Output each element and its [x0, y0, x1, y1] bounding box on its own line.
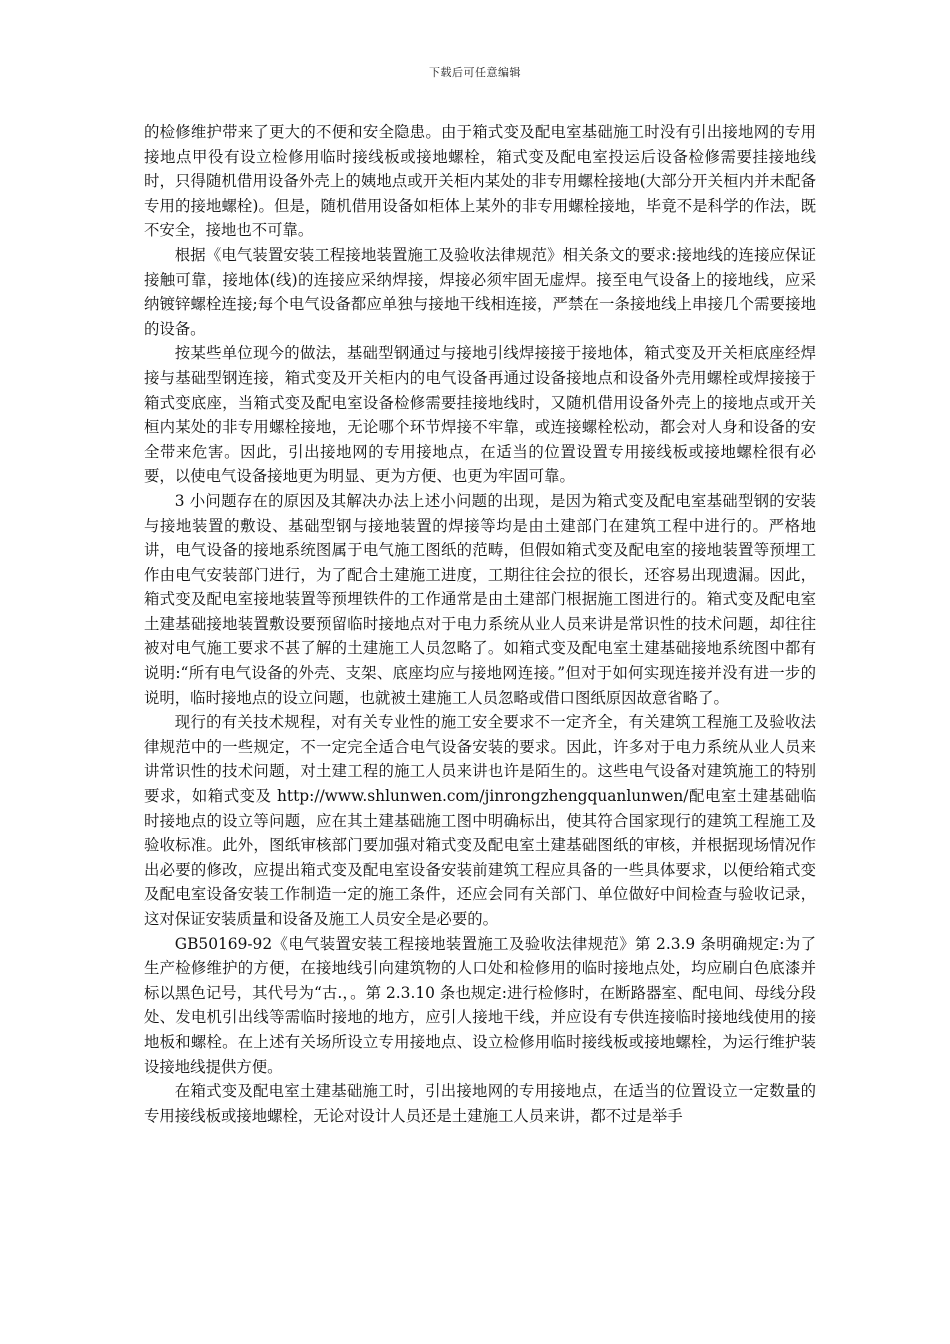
- document-body: [144, 120, 816, 1128]
- paragraph-7: 在箱式变及配电室土建基础施工时，引出接地网的专用接地点，在适当的位置设立一定数量的专用接线板或接地螺栓，无论对设计人员还是土建施工人员来讲，都不过是举手: [144, 1082, 816, 1125]
- paragraph-3: 按某些单位现今的做法，基础型钢通过与接地引线焊接接于接地体，箱式变及开关柜底座经焊接与基础型钢连接，箱式变及开关柜内的电气设备再通过设备接地点和设备外壳用螺栓或焊接接于箱式变底座，当箱式变及配电室设备检修需要挂接地线时，又随机借用设备外壳上的接地点或开关桓内某处的非专用螺栓接地，无论哪个环节焊接不牢靠，或连接螺栓松动，都会对人身和设备的安全带来危害。因此，引出接地网的专用接地点，在适当的位置设置专用接线板或接地螺栓很有必要，以使电气设备接地更为明显、更为方便、也更为牢固可靠。: [144, 344, 816, 486]
- paragraph-6: GB50169-92《电气装置安装工程接地装置施工及验收法律规范》第 2.3.9 条明确规定:为了生产检修维护的方便，在接地线引向建筑物的人口处和检修用的临时接地点处，均应刷白色底漆并标以黑色记号，其代号为“古.，。第 2.3.10 条也规定:进行检修时，在断路器室、配电间、母线分段处、发电机引出线等需临时接地的地方，应引人接地干线，并应设有专供连接临时接地线使用的接地板和螺栓。在上述有关场所设立专用接地点、设立检修用临时接线板或接地螺栓，为运行维护装设接地线提供方便。: [144, 934, 816, 1076]
- page-header: 下载后可任意编辑: [429, 66, 521, 79]
- paragraph-1: 的检修维护带来了更大的不便和安全隐患。由于箱式变及配电室基础施工时没有引出接地网的专用接地点甲役有设立检修用临时接线板或接地螺栓，箱式变及配电室投运后设备检修需要挂接地线时，只得随机借用设备外壳上的姨地点或开关柜内某处的非专用螺栓接地(大部分开关桓内并未配备专用的接地螺栓)。但是，随机借用设备如柜体上某外的非专用螺栓接地，毕竟不是科学的作法，既不安全，接地也不可靠。: [144, 123, 816, 240]
- paragraph-5: 现行的有关技术规程，对有关专业性的施工安全要求不一定齐全，有关建筑工程施工及验收法律规范中的一些规定，不一定完全适合电气设备安装的要求。因此，许多对于电力系统从业人员来讲常识性的技术问题，对土建工程的施工人员来讲也许是陌生的。这些电气设备对建筑施工的特别要求，如箱式变及 http://www.shlunwen.com/jinrongzhengquanlunwen/配电室土建基础临时接地点的设立等问题，应在其土建基础施工图中明确标出，使其符合国家现行的建筑工程施工及验收标准。此外，图纸审核部门要加强对箱式变及配电室土建基础图纸的审核，并根据现场情况作出必要的修改，应提出箱式变及配电室设备安装前建筑工程应具备的一些具体要求，以便给箱式变及配电室设备安装工作制造一定的施工条件，还应会同有关部门、单位做好中间检查与验收记录，这对保证安装质量和设备及施工人员安全是必要的。: [144, 713, 816, 928]
- paragraph-4: 3 小问题存在的原因及其解决办法上述小问题的出现，是因为箱式变及配电室基础型钢的安装与接地装置的敷设、基础型钢与接地装置的焊接等均是由土建部门在建筑工程中进行的。严格地讲，电气设备的接地系统图属于电气施工图纸的范畴，但假如箱式变及配电室的接地装置等预埋工作由电气安装部门进行，为了配合土建施工进度，工期往往会拉的很长，还容易出现遗漏。因此，箱式变及配电室接地装置等预埋铁件的工作通常是由土建部门根据施工图进行的。箱式变及配电室土建基础接地装置敷设要预留临时接地点对于电力系统从业人员来讲是常识性的技术问题，却往往被对电气施工要求不甚了解的土建施工人员忽略了。如箱式变及配电室土建基础接地系统图中都有说明:“所有电气设备的外壳、支架、底座均应与接地网连接。”但对于如何实现连接并没有进一步的说明，临时接地点的设立问题，也就被土建施工人员忽略或借口图纸原因故意省略了。: [144, 491, 816, 707]
- paragraph-2: 根据《电气装置安装工程接地装置施工及验收法律规范》相关条文的要求:接地线的连接应保证接触可靠，接地体(线)的连接应采纳焊接，焊接必须牢固无虚焊。接至电气设备上的接地线，应采纳镀锌螺栓连接;每个电气设备都应单独与接地干线相连接，严禁在一条接地线上串接几个需要接地的设备。: [144, 245, 816, 338]
